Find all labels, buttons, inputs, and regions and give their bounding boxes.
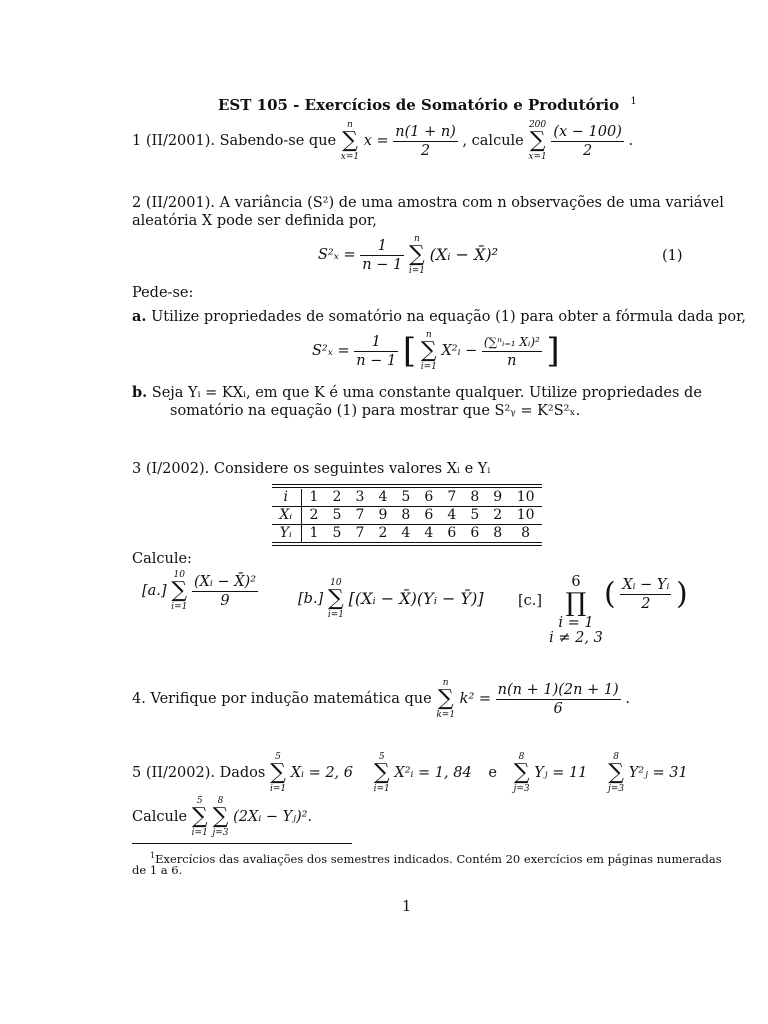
fraction-numerator: n(n + 1)(2n + 1) [497, 681, 619, 698]
table-cell: 4 [371, 489, 394, 507]
sum-symbol: 5 ∑ i=1 [191, 796, 208, 838]
sum-upper-limit: 8 [217, 796, 224, 806]
fraction-denominator: n [507, 352, 517, 369]
table-cell: 2 [486, 507, 509, 525]
table-cell: 8 [493, 525, 503, 541]
product-upper-limit: 6 [571, 574, 581, 590]
sum-upper-limit: 8 [613, 752, 619, 762]
equation-lhs: x = [363, 133, 389, 149]
fraction [496, 681, 621, 718]
sum-lower-limit: x=1 [528, 152, 547, 162]
fraction-numerator: (∑ⁿᵢ₌₁ Xᵢ)² [482, 333, 542, 352]
item-b-label: b. [132, 384, 148, 401]
variance-equation [318, 234, 498, 276]
question-4 [132, 678, 630, 720]
table-cell: 8 [394, 507, 417, 525]
table-cell: 6 [417, 489, 440, 507]
sum-symbol: 8 ∑ j=3 [608, 752, 625, 794]
sum-upper-limit: n [425, 330, 432, 340]
page-title-text: EST 105 - Exercícios de Somatório e Produtório [218, 96, 620, 114]
sum-symbol: n ∑ x=1 [340, 120, 360, 162]
left-bracket: [ [402, 331, 417, 371]
table-top-rule [272, 487, 542, 488]
fraction-denominator: 9 [220, 592, 230, 609]
table-cell: 10 [509, 489, 542, 507]
given-term: Xᵢ = 2, 6 [290, 765, 353, 781]
sum-symbol: 10 ∑ i=1 [327, 578, 344, 620]
footnote-line-2: de 1 a 6. [132, 863, 183, 877]
footnote-text: Exercícios das avaliações dos semestres indicados. Contém 20 exercícios em páginas numeradas [155, 851, 722, 866]
footnote-rule [132, 843, 352, 844]
equation-lhs: S²ₓ = [312, 343, 350, 359]
sub-item-b-label: [b.] [298, 591, 324, 607]
sum-lower-limit: i=1 [171, 602, 188, 612]
sum-upper-limit: 200 [528, 120, 547, 130]
question-3-label: 3 (I/2002). Considere os seguintes valores Xᵢ e Yᵢ [132, 461, 491, 477]
sum-upper-limit: 5 [196, 796, 203, 806]
sub-item-b [298, 578, 484, 620]
product-lower-limit: i = 1 [558, 615, 594, 631]
sum-upper-limit: 10 [173, 570, 185, 580]
fraction-numerator: 1 [360, 237, 404, 256]
equation-body: (Xᵢ − X̄)² [429, 245, 499, 264]
fraction-denominator: n − 1 [362, 256, 403, 273]
sum-symbol: 200 ∑ x=1 [528, 120, 547, 162]
question-5-label: 5 (II/2002). Dados [132, 765, 266, 781]
given-term: X²ᵢ = 1, 84 [394, 765, 472, 781]
table-cell: 6 [417, 507, 440, 525]
sum-upper-limit: 8 [518, 752, 525, 762]
table-row [272, 507, 542, 525]
page-number: 1 [402, 899, 412, 915]
sum-symbol: n ∑ k=1 [436, 678, 456, 720]
given-term: Y²ⱼ = 31 [628, 765, 688, 781]
sub-item-c-label: [c.] [518, 593, 543, 609]
question-2-line-2: aleatória X pode ser definida por, [132, 213, 377, 229]
fraction [360, 237, 404, 274]
table-cell: 1 [309, 525, 319, 541]
calcule-label: Calcule: [132, 551, 192, 567]
table-row [272, 525, 542, 543]
fraction [192, 573, 258, 610]
sum-lower-limit: i=1 [191, 828, 208, 838]
fraction [620, 576, 671, 613]
footnote-mark: 1 [150, 851, 156, 860]
sum-upper-limit: n [442, 678, 449, 688]
table-cell: 9 [371, 507, 394, 525]
sum-upper-limit: 5 [275, 752, 281, 762]
right-bracket: ] [546, 331, 560, 371]
question-4-label: 4. Verifique por indução matemática que [132, 691, 432, 707]
table-cell: 8 [521, 525, 531, 541]
conjunction: e [488, 765, 497, 781]
sum-symbol: 5 ∑ i=1 [373, 752, 390, 794]
fraction-denominator: 2 [641, 596, 651, 612]
product-symbol [548, 574, 604, 646]
table-row-header: Yᵢ [272, 525, 302, 543]
table-cell: 9 [486, 489, 509, 507]
sum-lower-limit: j=3 [212, 828, 229, 838]
sum-symbol: n ∑ i=1 [408, 234, 425, 276]
table-cell: 6 [447, 525, 457, 541]
sum-upper-limit: 10 [330, 578, 342, 588]
table-cell: 2 [378, 525, 388, 541]
fraction-denominator: 2 [420, 142, 431, 159]
table-cell: 6 [470, 525, 480, 541]
table-cell: 5 [325, 507, 348, 525]
table-cell: 7 [355, 525, 365, 541]
fraction-numerator: Xᵢ − Yᵢ [622, 577, 670, 593]
product-lower-condition: i ≠ 2, 3 [549, 630, 603, 646]
values-table-wrap [272, 489, 542, 542]
sum-lower-limit: i=1 [420, 362, 437, 372]
variance-formula-a [312, 330, 560, 372]
fraction-numerator: n(1 + n) [395, 123, 456, 140]
item-b-line-2: somatório na equação (1) para mostrar que S²ᵧ = K²S²ₓ. [170, 403, 581, 419]
question-1 [132, 120, 633, 162]
sum-symbol: n ∑ i=1 [420, 330, 437, 372]
fraction [393, 123, 458, 160]
fraction-denominator: 2 [582, 142, 593, 159]
given-term: Yⱼ = 11 [534, 765, 588, 781]
footnote-mark: 1 [630, 96, 637, 107]
sum-lower-limit: k=1 [436, 710, 456, 720]
table-row-header: Xᵢ [272, 507, 302, 525]
question-5 [132, 752, 688, 794]
table-cell: 5 [394, 489, 417, 507]
product-sign: ∏ [565, 588, 587, 618]
table-row-header: i [272, 489, 302, 507]
item-a-label: a. [132, 308, 147, 325]
table-cell: 5 [463, 507, 486, 525]
table-cell: 4 [440, 507, 463, 525]
equation-number: (1) [662, 248, 683, 264]
sum-symbol: 8 ∑ j=3 [212, 796, 229, 838]
fraction [354, 333, 398, 370]
page-title [218, 96, 637, 114]
equation-lhs: S²ₓ = [318, 247, 356, 263]
sum-lower-limit: j=3 [608, 784, 625, 794]
sub-item-a-label: [a.] [142, 583, 167, 599]
question-5-calcule [132, 796, 312, 838]
table-cell: 2 [325, 489, 348, 507]
sum-lower-limit: x=1 [340, 152, 360, 162]
item-a [132, 308, 746, 326]
table-cell: 7 [348, 507, 371, 525]
question-1-label: 1 (II/2001). Sabendo-se que [132, 133, 337, 149]
question-2-line-1: 2 (II/2001). A variância (S²) de uma amostra com n observações de uma variável [132, 195, 724, 211]
table-cell: 4 [401, 525, 411, 541]
fraction-numerator: (x − 100) [553, 123, 622, 140]
sum-lower-limit: i=1 [408, 266, 425, 276]
table-row [272, 489, 542, 507]
sum-lower-limit: i=1 [327, 610, 344, 620]
table-cell: 3 [348, 489, 371, 507]
item-b-line-1: Seja Yᵢ = KXᵢ, em que K é uma constante qualquer. Utilize propriedades de [151, 385, 702, 401]
sub-item-c-body: ( $\frac{\text{Xᵢ − Yᵢ}}{2}$ ) [604, 576, 688, 612]
table-cell: 2 [302, 507, 326, 525]
pede-se-label: Pede-se: [132, 285, 194, 301]
fraction-numerator: 1 [354, 333, 398, 352]
sum-lower-limit: i=1 [373, 784, 390, 794]
sum-upper-limit: n [413, 234, 420, 244]
item-a-text: Utilize propriedades de somatório na equação (1) para obter a fórmula dada por, [151, 309, 747, 325]
footnote-line-1 [150, 848, 722, 867]
period: . [625, 691, 630, 707]
table-bottom-rule [272, 542, 542, 543]
fraction [482, 333, 542, 370]
period: . [628, 133, 634, 149]
fraction-numerator: (Xᵢ − X̄)² [193, 573, 257, 590]
table-cell: 1 [302, 489, 326, 507]
sum-symbol: 10 ∑ i=1 [171, 570, 188, 612]
calcule-expression: (2Xᵢ − Yⱼ)². [233, 809, 313, 825]
sub-item-b-body: [(Xᵢ − X̄)(Yᵢ − Ȳ)] [348, 589, 484, 608]
sum-symbol: 8 ∑ j=3 [513, 752, 530, 794]
sum-upper-limit: 5 [378, 752, 385, 762]
table-cell: 5 [332, 525, 342, 541]
sum-lower-limit: i=1 [269, 784, 287, 794]
calcule-label: Calcule [132, 809, 188, 825]
fraction-denominator: 6 [553, 700, 563, 717]
values-table [272, 489, 542, 542]
fraction-denominator: n − 1 [356, 352, 397, 369]
fraction [551, 123, 624, 160]
equation-lhs: k² = [459, 691, 492, 707]
sum-lower-limit: j=3 [513, 784, 530, 794]
table-cell: 10 [509, 507, 542, 525]
sub-item-a [142, 570, 258, 612]
table-top-rule [272, 484, 542, 485]
sum-upper-limit: n [347, 120, 353, 130]
connector-text: , calcule [462, 133, 524, 149]
table-cell: 8 [463, 489, 486, 507]
item-b [132, 384, 702, 402]
equation-term: X²ᵢ − [441, 343, 478, 359]
table-cell: 7 [440, 489, 463, 507]
table-bottom-rule [272, 545, 542, 546]
sum-symbol: 5 ∑ i=1 [269, 752, 287, 794]
table-cell: 4 [424, 525, 434, 541]
